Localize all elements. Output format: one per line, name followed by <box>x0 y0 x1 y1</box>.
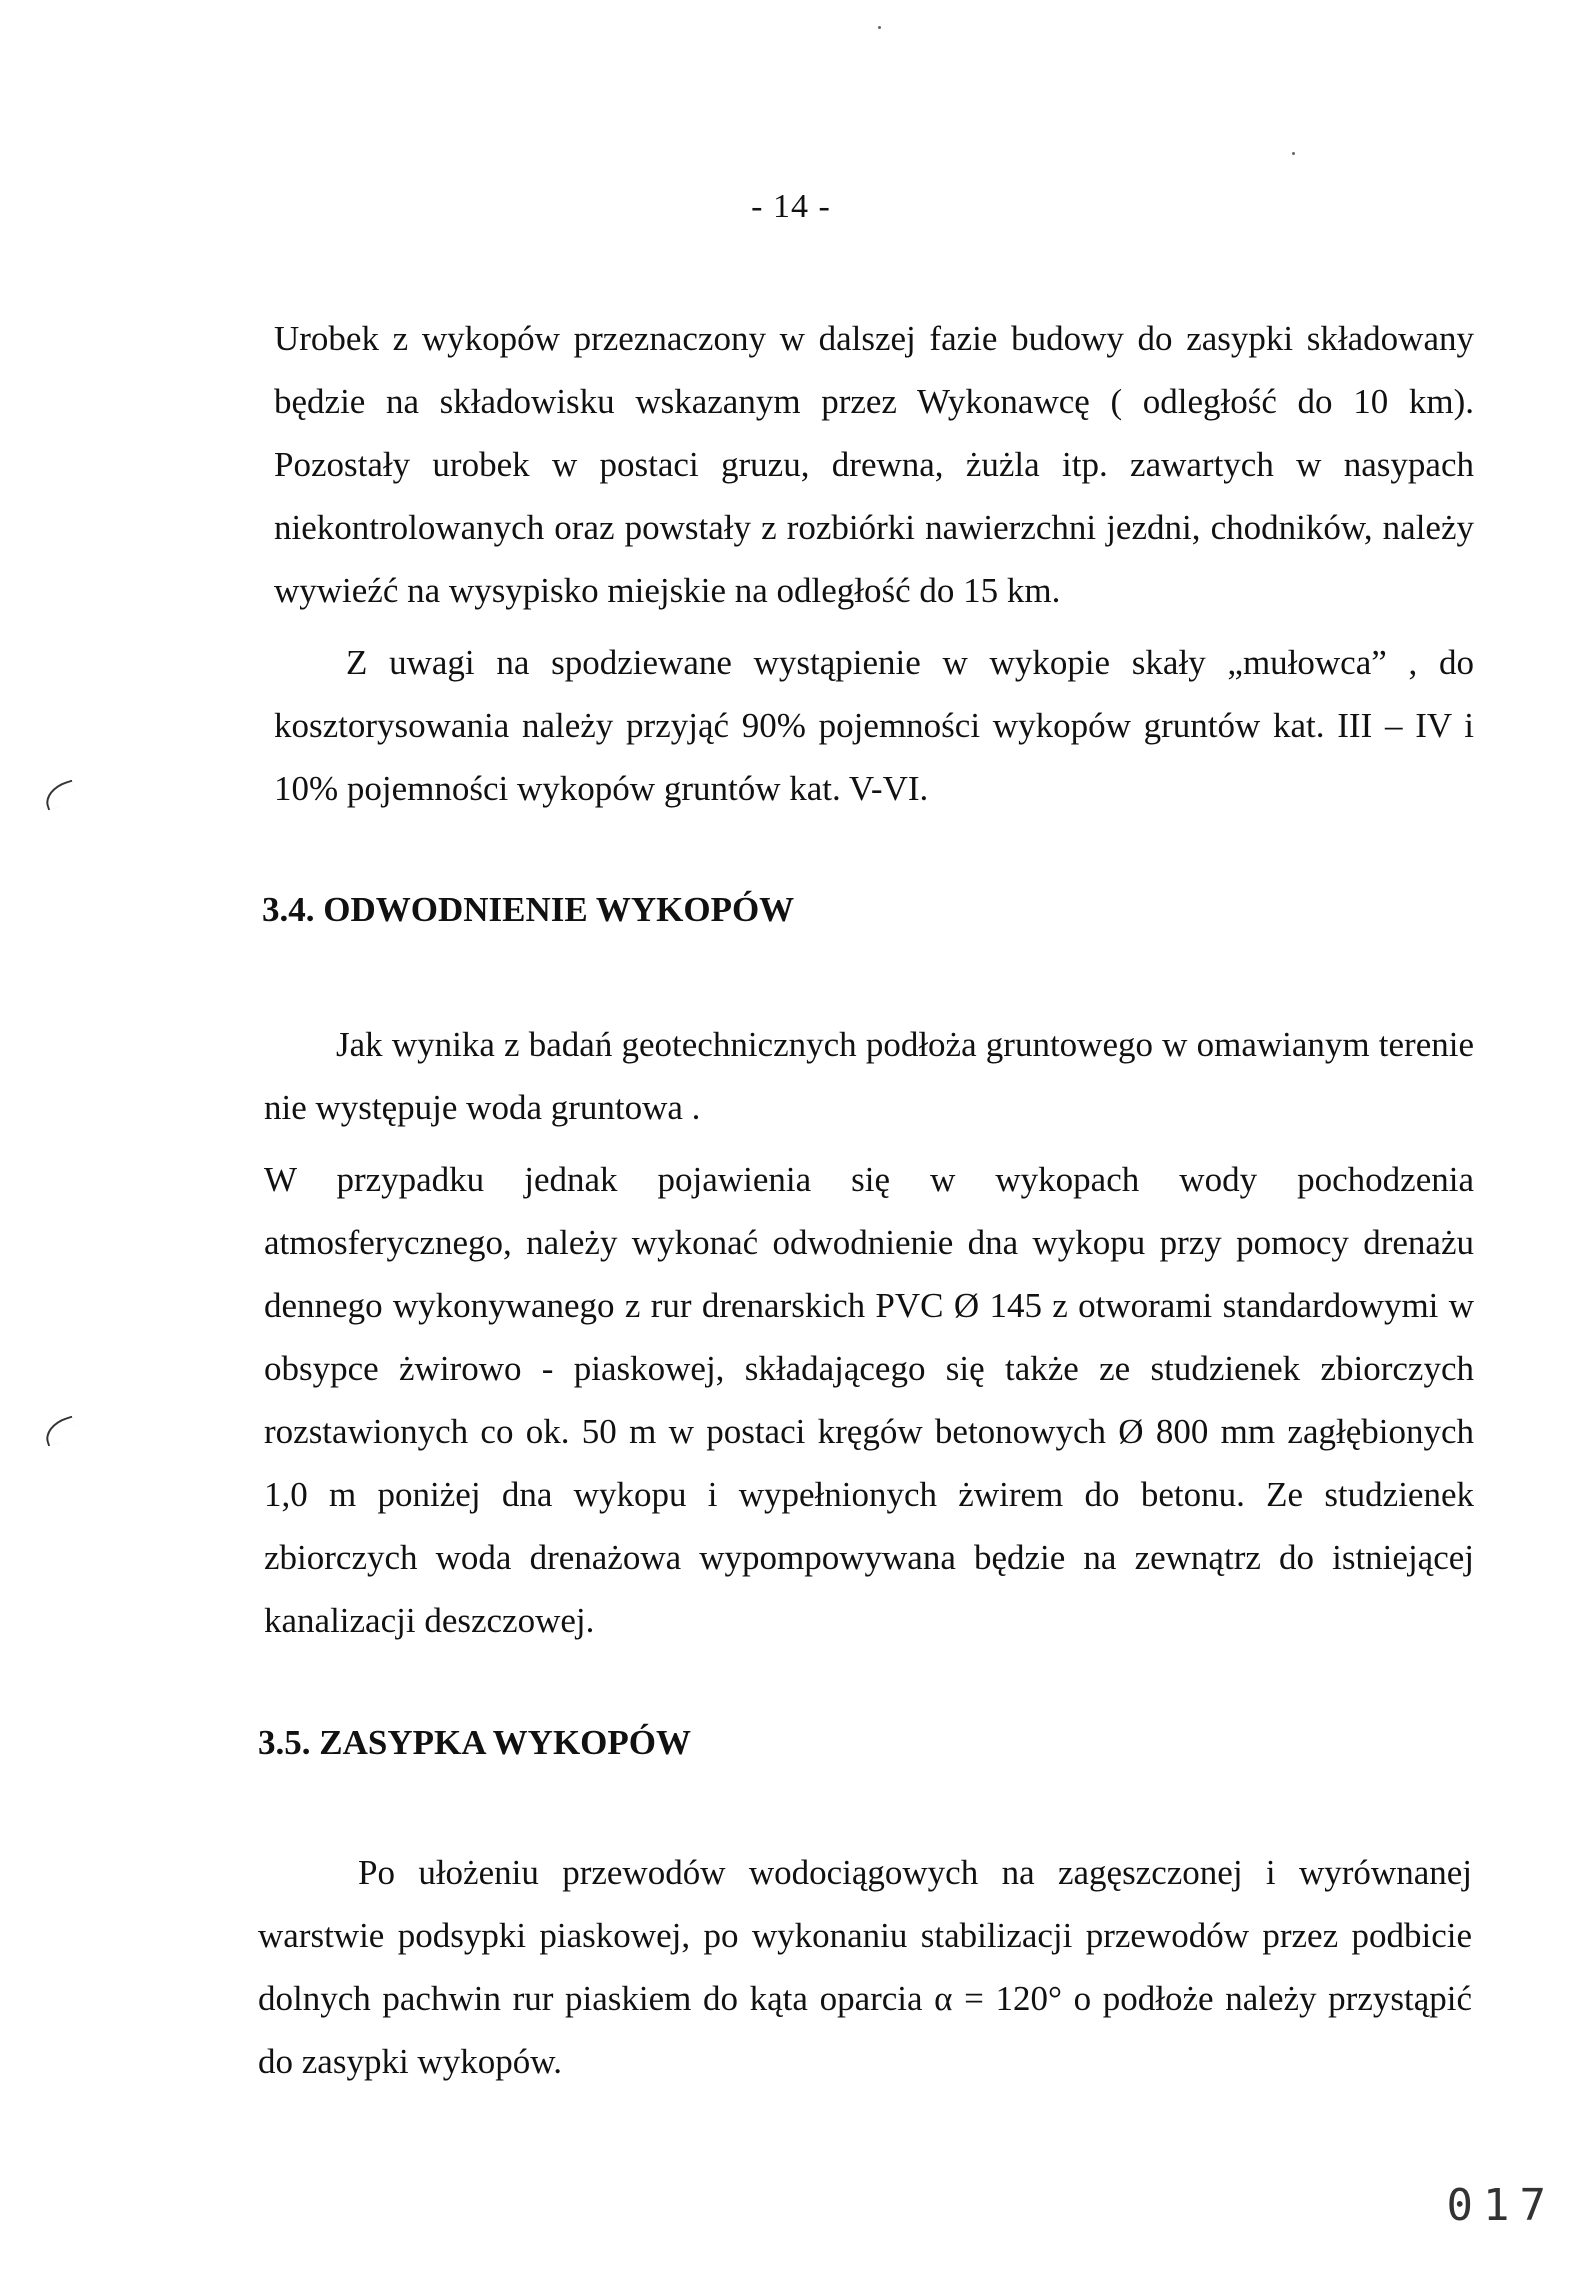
paragraph-soil-categories: Z uwagi na spodziewane wystąpienie w wykopie skały „mułowca” , do kosztorysowania należy przyjąć 90% pojemności wykopów gruntów kat. III – IV i 10% pojemności wykopów gruntów kat. V-VI. <box>274 643 1474 808</box>
margin-mark <box>41 1416 78 1447</box>
paragraph-drainage: W przypadku jednak pojawienia się w wykopach wody pochodzenia atmosferycznego, należy wykonać odwodnienie dna wykopu przy pomocy drenażu dennego wykonywanego z rur drenarskich PVC Ø 145 z otworami standardowymi w obsypce żwirowo - piaskowej, składającego się także ze studzienek zbiorczych rozstawionych co ok. 50 m w postaci kręgów betonowych Ø 800 mm zagłębionych 1,0 m poniżej dna wykopu i wypełnionych żwirem do betonu. Ze studzienek zbiorczych woda drenażowa wypompowywana będzie na zewnątrz do istniejącej kanalizacji deszczowej. <box>264 1160 1474 1640</box>
scan-speck <box>1292 152 1295 155</box>
section-heading-dewatering: 3.4. ODWODNIENIE WYKOPÓW <box>262 890 795 929</box>
paragraph-backfill: Po ułożeniu przewodów wodociągowych na zagęszczonej i wyrównanej warstwie podsypki piaskowej, po wykonaniu stabilizacji przewodów przez podbicie dolnych pachwin rur piaskiem do kąta oparcia α = 120° o podłoże należy przystąpić do zasypki wykopów. <box>258 1853 1472 2081</box>
paragraph-groundwater: Jak wynika z badań geotechnicznych podłoża gruntowego w omawianym terenie nie występuje woda gruntowa . <box>264 1025 1474 1127</box>
scan-speck <box>878 26 881 29</box>
sheet-stamp-number: 017 <box>1446 2180 1556 2231</box>
margin-mark <box>41 780 78 811</box>
page-number: - 14 - <box>751 188 831 225</box>
paragraph-spoil-storage: Urobek z wykopów przeznaczony w dalszej fazie budowy do zasypki składowany będzie na składowisku wskazanym przez Wykonawcę ( odległość do 10 km). Pozostały urobek w postaci gruzu, drewna, żużla itp. zawartych w nasypach niekontrolowanych oraz powstały z rozbiórki nawierzchni jezdni, chodników, należy wywieźć na wysypisko miejskie na odległość do 15 km. <box>274 319 1474 610</box>
section-heading-backfill: 3.5. ZASYPKA WYKOPÓW <box>258 1723 692 1762</box>
